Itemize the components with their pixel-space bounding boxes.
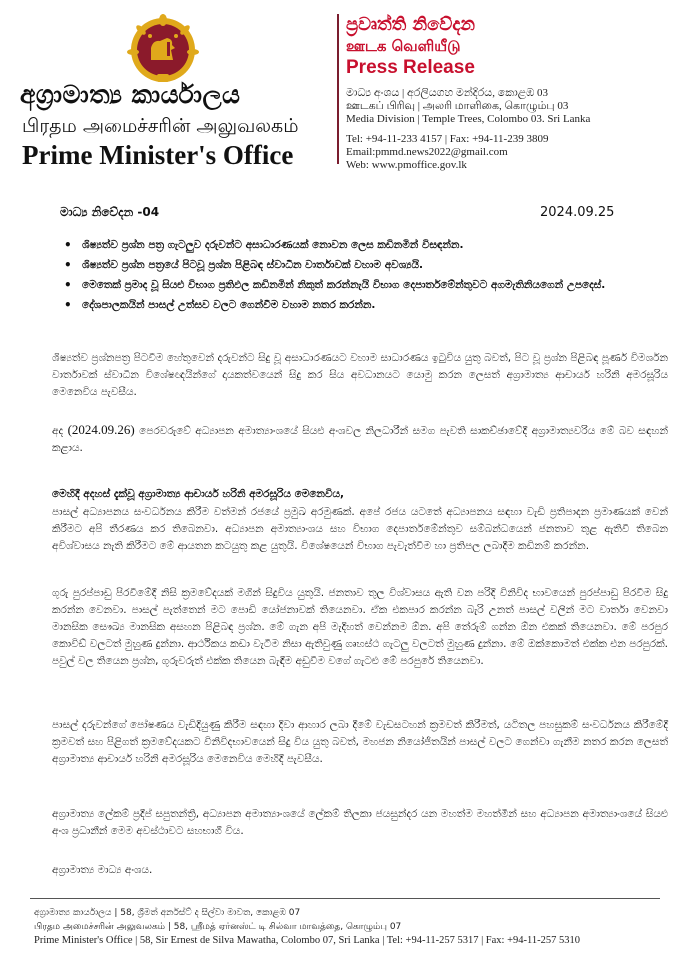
quote-heading: මෙහිදී අදහස් දැක්වූ අග්‍රාමාත්‍ය ආචාර්ය හරිනි අමරසූරිය මෙනෙවිය, bbox=[52, 488, 345, 500]
paragraph-meeting bbox=[52, 421, 668, 457]
office-title-sinhala: අග්‍රාමාත්‍ය කාර්යාලය bbox=[20, 80, 241, 109]
media-division-tamil: ஊடகப் பிரிவு | அலரி மாளிகை, கொழும்பு 03 bbox=[346, 100, 569, 112]
bullet-text: ශිෂ්‍යත්ව ප්‍රශ්න පත්‍ර ගැටලුව දරුවන්ට අසාධාරණයක් නොවන ලෙස කඩිනමින් විසඳන්න. bbox=[82, 239, 464, 251]
list-item: • දේශපාලකයින් පාසල් උත්සව වලට ගෙන්වීම වහාම නතර කරන්න. bbox=[64, 298, 376, 312]
paragraph-education-development: පාසල් අධ්‍යාපනය සංවර්ධනය කිරීම වත්මන් රජයේ ප්‍රමුඛ අරමුණක්. අපේ රජය යටතේ අධ්‍යාපනය සඳහා වැඩි ප්‍රතිපාදන ප්‍රමාණයක් වෙන් කිරීමට අපි තීරණය කර තිබෙනවා. අධ්‍යාපන අමාත්‍යාංශය සහ විභාග දෙපාර්තමේන්තුව සම්බන්ධයෙන් ජනතාව තුළ ඇතිවී තිබෙන අවිශ්වාසය නැති කිරීමට මේ ආයතන කටයුතු කළ යුතුයි. විශේෂයෙන් විභාග පැවැත්වීම හා ප්‍රතිපල ලබාදීම කඩිනම් කරන්න. bbox=[52, 506, 668, 552]
bullet-text: දේශපාලකයින් පාසල් උත්සව වලට ගෙන්වීම වහාම නතර කරන්න. bbox=[82, 299, 376, 311]
national-emblem-icon bbox=[127, 14, 199, 84]
release-reference: මාධ්‍ය නිවේදන -04 bbox=[60, 205, 160, 219]
footer-address-english: Prime Minister's Office | 58, Sir Ernest de Silva Mawatha, Colombo 07, Sri Lanka | Tel: +94-11-257 5317 | Fax: +94-11-257 5310 bbox=[34, 935, 580, 946]
press-release-title-english: Press Release bbox=[346, 57, 475, 78]
office-title-english: Prime Minister's Office bbox=[22, 140, 294, 170]
press-release-title-sinhala: ප්‍රවෘත්ති නිවේදන bbox=[346, 14, 475, 35]
paragraph-meeting-rest: පෙරවරුවේ අධ්‍යාපන අමාත්‍යාංශයේ සියළු අංශවල නිලධාරීන් සමග පැවති සාකච්ඡාවේදී අග්‍රාමාත්‍යවරිය මේ බව සඳහන් කළාය. bbox=[52, 425, 669, 454]
meeting-date: (2024.09.26) bbox=[67, 422, 135, 437]
paragraph-meeting-prefix: අද bbox=[52, 425, 68, 437]
header-divider bbox=[337, 14, 339, 164]
media-division-sinhala: මාධ්‍ය අංශය | අරලියගහ මන්දිරය, කොළඹ 03 bbox=[346, 87, 549, 99]
list-item: • ශිෂ්‍යත්ව ප්‍රශ්න පත්‍රයේ පිටවූ ප්‍රශ්න පිළිබඳ ස්වාධීන වාර්තාවක් වහාම අවශ්‍යයි. bbox=[64, 258, 423, 272]
signoff: අග්‍රාමාත්‍ය මාධ්‍ය අංශය. bbox=[52, 864, 153, 876]
footer-address-sinhala: අග්‍රාමාත්‍ය කාර්යාලය | 58, ශ්‍රීමත් අර්නස්ට් ද සිල්වා මාවත, කොළඹ 07 bbox=[34, 908, 301, 918]
press-release-block bbox=[346, 14, 666, 172]
contact-web[interactable]: Web: www.pmoffice.gov.lk bbox=[346, 159, 467, 171]
paragraph-nutrition: පාසල් දරුවන්ගේ පෝෂණය වැඩිදියුණු කිරීම සඳහා දිවා ආහාර ලබා දීමේ වැඩසටහන් ක්‍රමවත් කිරීමත්, යටිතල පහසුකම් සංවර්ධනය කිරීමේදී ක්‍රමවත් සහ පිළිගත් ක්‍රමවේදයකට විනිවිදභාවයෙන් සිදු විය යුතු බවත්, මහජන නියෝජිතයින් පාසල් වලට ගෙන්වා ගැනීම නතර කරන ලෙසත් අග්‍රාමාත්‍ය ආචාර්ය හරිනි අමරසූරිය මෙනෙවිය මෙහිදී පැවසීය. bbox=[52, 719, 668, 765]
footer-divider bbox=[30, 898, 660, 899]
paragraph-teacher-vacancies: ගුරු පුරප්පාඩු පිරවීමේදී නිසි ක්‍රමවේදයක් මගින් සිදුවිය යුතුයි. ජනතාව තුල විශ්වාසය ඇති වන පරිදි විනිවිද භාවයෙන් පුරප්පාඩු පිරවීම සිදු කරන්න වෙනවා. පාසල් පැත්තෙන් මට පොඩි යෝජනාවක් තියෙනවා. ඒක එකපාර කරන්න බැරි උනත් පාසල් වලින් මට වාර්තා වෙනවා මානසික සෞඛ්‍ය මානසික අසහන පිළිබඳ ප්‍රශ්න. මේ ගැන අපි මැදිහත් වෙන්නම ඕන. අපි තේරුම් ගන්න ඕන එකක් තියෙනවා. මේ පරපුර කොවිඩ් වලටත් මුහුණ දුන්නා. ආර්ථිකය කඩා වැටීම නිසා ඇතිවුණු ගෘහස්ථ ගැටලු වලටත් මුහුණ දුන්නා. මේ ඔක්කොමත් එක්ක එන පරපුරක්. පවුල් වල තියෙන ප්‍රශ්න, ගුරුවරුත් එක්ක තියෙන බැඳීම අඩුවීම වගේ ගැටළු මේ පරපුරේ තියෙනවා. bbox=[52, 587, 668, 667]
bullet-text: මෙතෙක් ප්‍රමාද වූ සියළු විභාග ප්‍රතිඵල කඩිනමින් නිකුත් කරන්නැයි විභාග දෙපාර්තමේන්තුවට අගමැතිනියගෙන් උපදෙස්. bbox=[82, 279, 606, 291]
bullet-text: ශිෂ්‍යත්ව ප්‍රශ්න පත්‍රයේ පිටවූ ප්‍රශ්න පිළිබඳ ස්වාධීන වාර්තාවක් වහාම අවශ්‍යයි. bbox=[82, 259, 423, 271]
list-item: • ශිෂ්‍යත්ව ප්‍රශ්න පත්‍ර ගැටලුව දරුවන්ට අසාධාරණයක් නොවන ලෙස කඩිනමින් විසඳන්න. bbox=[64, 238, 464, 252]
contact-tel-fax: Tel: +94-11-233 4157 | Fax: +94-11-239 3809 bbox=[346, 133, 549, 145]
office-title-tamil: பிரதம அமைச்சரின் அலுவலகம் bbox=[22, 115, 299, 137]
summary-bullets bbox=[58, 237, 658, 317]
footer-address-tamil: பிரதம அமைச்சரின் அலுவலகம் | 58, ஸ்ரீமத் ஏர்னஸ்ட் டி சில்வா மாவத்தை, கொழும்பு 07 bbox=[34, 922, 402, 932]
list-item: • මෙතෙක් ප්‍රමාද වූ සියළු විභාග ප්‍රතිඵල කඩිනමින් නිකුත් කරන්නැයි විභාග දෙපාර්තමේන්තුවට අගමැතිනියගෙන් උපදෙස්. bbox=[64, 278, 606, 292]
paragraph-intro: ශිෂ්‍යත්ව ප්‍රශ්නපත්‍ර පිටවීම හේතුවෙන් දරුවන්ට සිදු වූ අසාධාරණයට වහාම සාධාරණය ඉටුවිය යුතු බවත්, පිට වූ ප්‍රශ්න පිළිබඳ පූර්ණ විමර්ශන වාර්තාවක් ස්වාධීන විශේෂඥයින්ගේ දායකත්වයෙන් සිදු කර සිය අවධානයට යොමු කරන ලෙසත් අග්‍රාමාත්‍ය ආචාර්ය හරිනි අමරසූරිය මෙනෙවිය පැවසීය. bbox=[52, 352, 668, 398]
media-division-english: Media Division | Temple Trees, Colombo 03. Sri Lanka bbox=[346, 113, 591, 125]
contact-email[interactable]: Email:pmmd.news2022@gmail.com bbox=[346, 146, 508, 158]
paragraph-attendees: අග්‍රාමාත්‍ය ලේකම් ප්‍රදීප් සපුතන්ත්‍රි, අධ්‍යාපන අමාත්‍යාංශයේ ලේකම් තිලකා ජයසුන්දර යන මහත්ම මහත්මීන් සහ අධ්‍යාපන අමාත්‍යාංශයේ සියළු අංශ ප්‍රධානීන් මෙම අවස්ථාවට සහභාගී විය. bbox=[52, 808, 668, 837]
release-date: 2024.09.25 bbox=[540, 205, 615, 220]
press-release-title-tamil: ஊடக வெளியீடு bbox=[346, 37, 461, 55]
